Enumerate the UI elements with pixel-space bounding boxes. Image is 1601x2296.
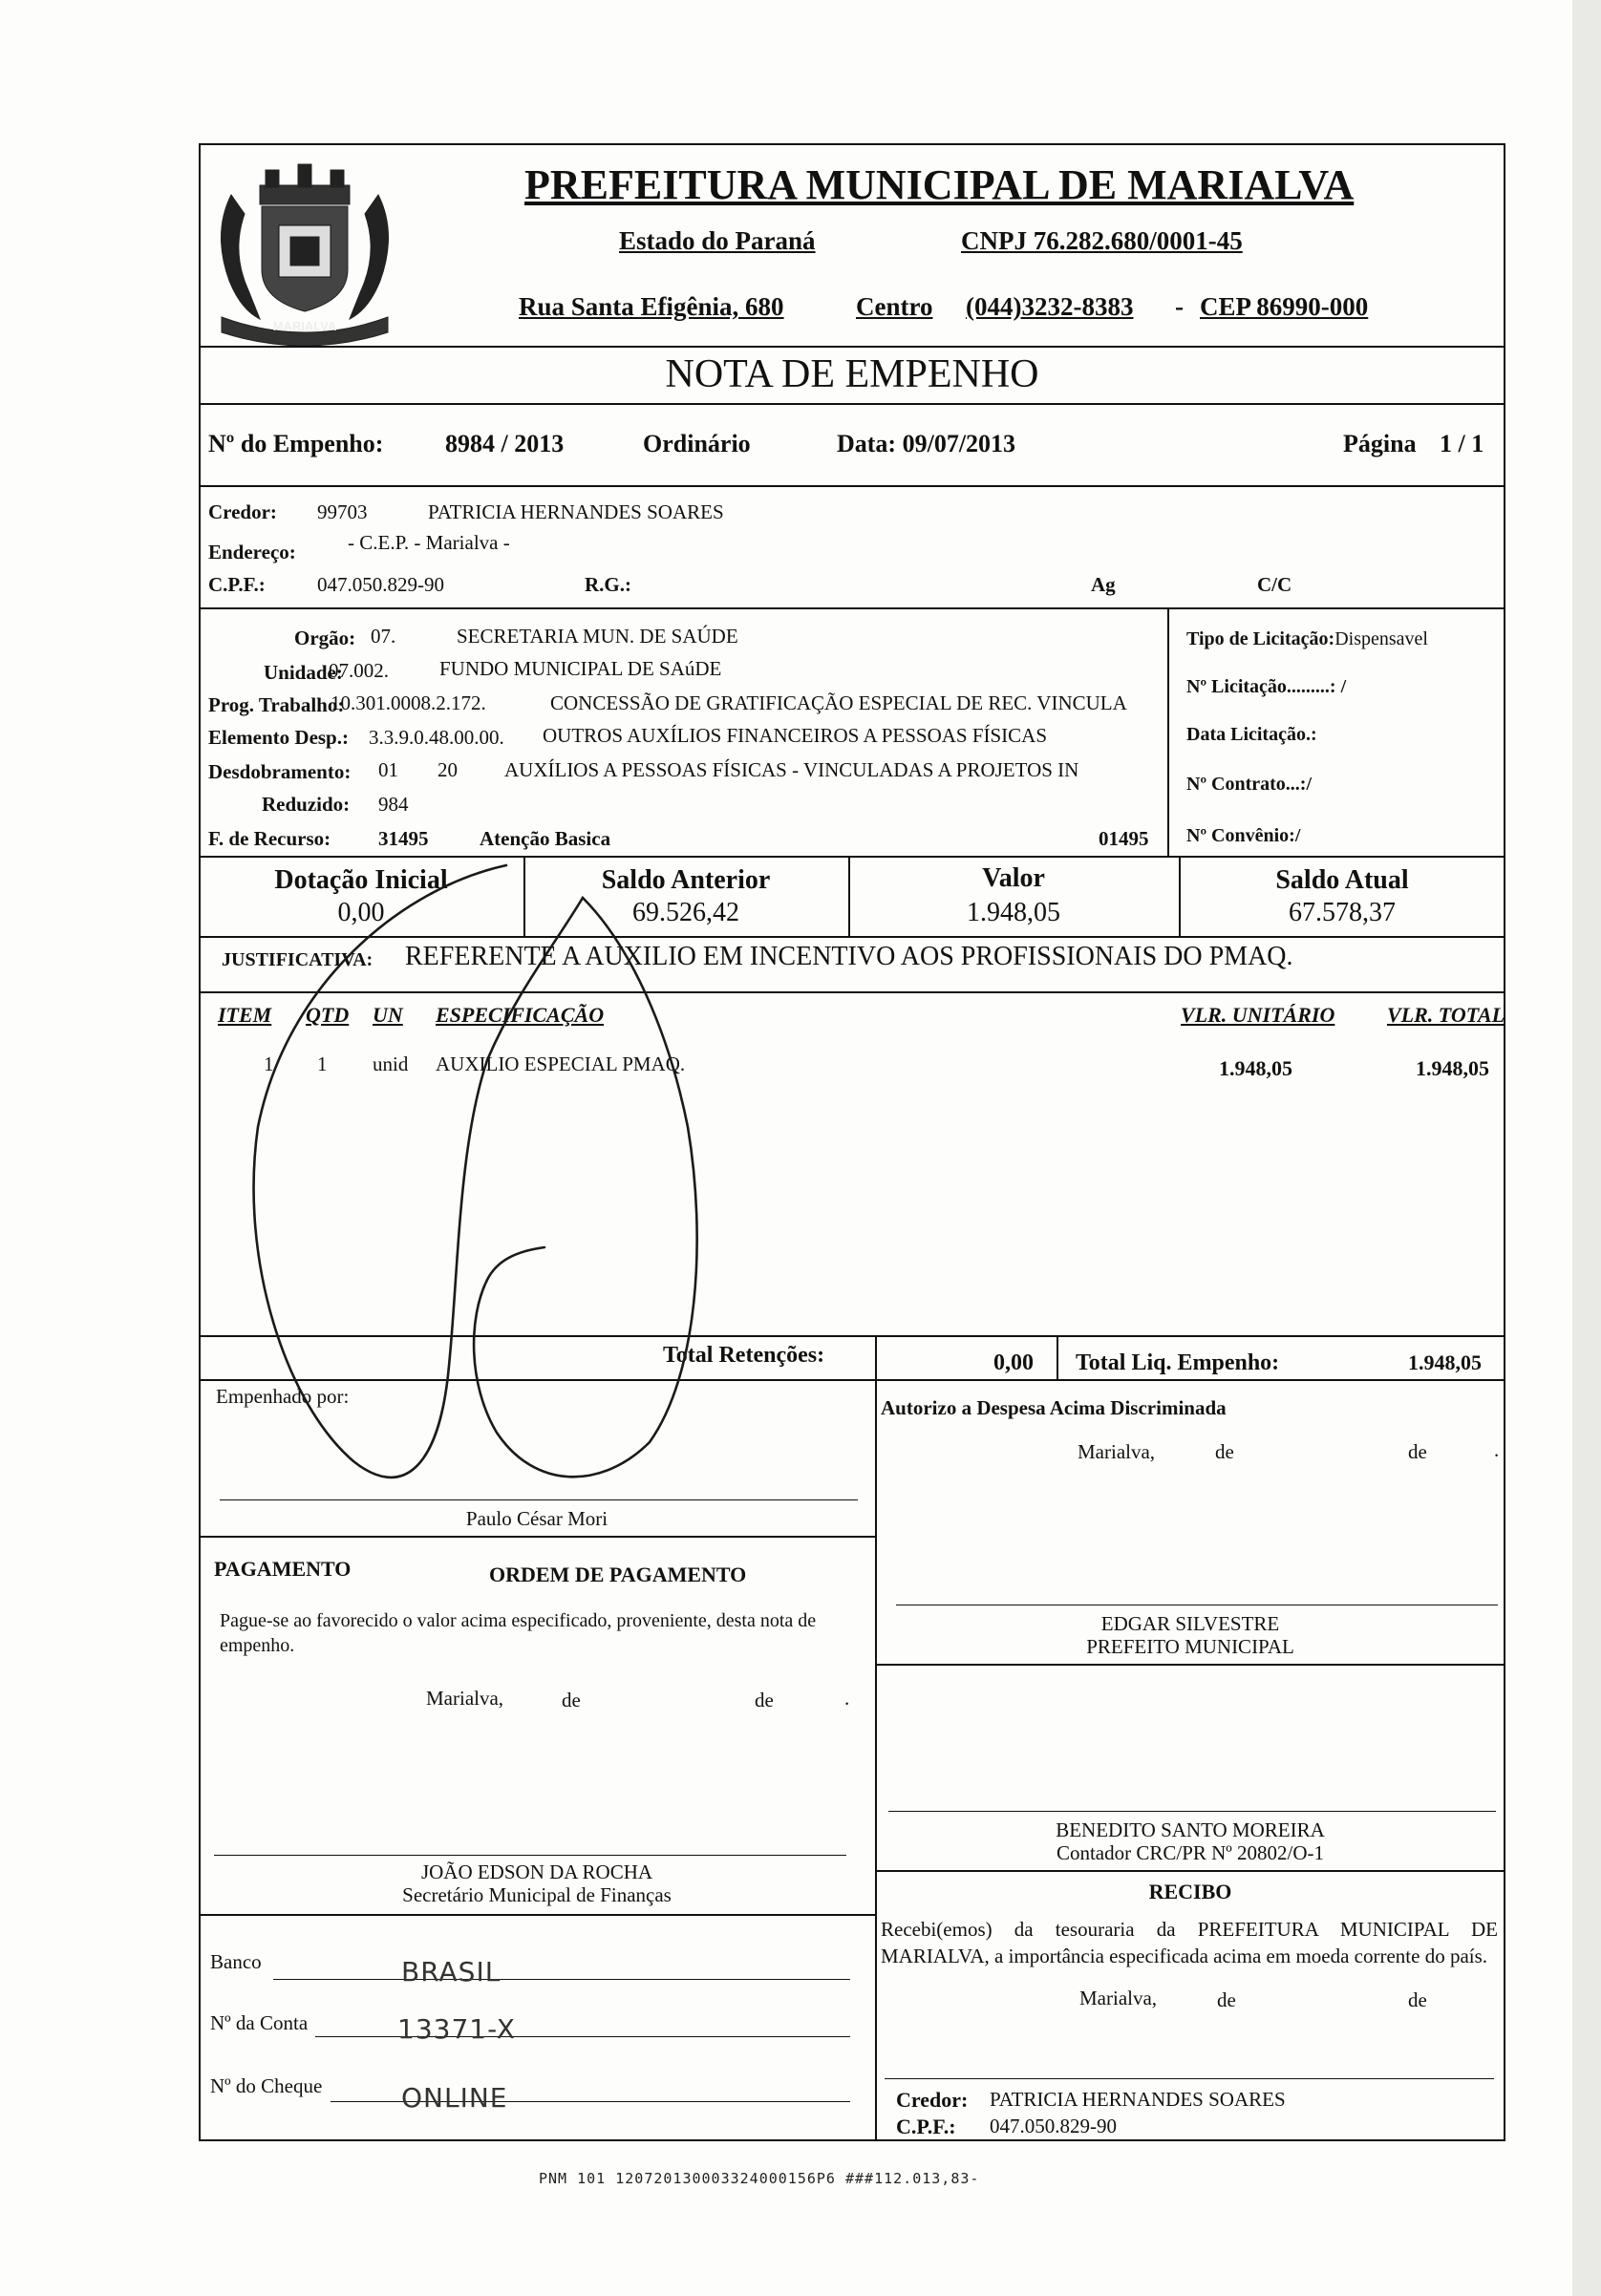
conta-label: Nº da Conta [210,2011,309,2034]
svg-text:MARIALVA: MARIALVA [272,319,337,333]
prog-code: 10.301.0008.2.172. [331,691,486,714]
retencoes-label: Total Retenções: [663,1343,825,1368]
dotacao-value: 0,00 [337,898,385,927]
licitacao-tipo-value: Dispensavel [1334,628,1428,649]
header-dash: - [1175,292,1184,321]
desdobramento-a: 01 [378,758,398,781]
neighborhood-text: Centro [856,292,933,321]
orgao-label: Orgão: [294,627,356,649]
col-item: ITEM [218,1003,272,1027]
signature-line [885,2078,1494,2079]
recibo-de1: de [1217,1988,1236,2011]
prefeito-name: EDGAR SILVESTRE [1100,1612,1280,1635]
orgao-code: 07. [371,625,396,648]
saldo-atual-value: 67.578,37 [1289,898,1396,927]
divider [875,1379,877,2141]
autorizo-de1: de [1215,1440,1234,1463]
empenhado-label: Empenhado por: [216,1385,350,1408]
pagamento-dot: . [844,1687,850,1710]
unidade-name: FUNDO MUNICIPAL DE SAúDE [439,657,722,680]
elemento-name: OUTROS AUXÍLIOS FINANCEIROS A PESSOAS FÍSICAS [543,724,1048,747]
retencoes-value: 0,00 [993,1350,1034,1375]
secretario-role: Secretário Municipal de Finanças [402,1883,672,1906]
pagamento-text: Pague-se ao favorecido o valor acima especificado, proveniente, desta nota de empenho. [220,1610,817,1656]
divider [199,1914,875,1916]
reduzido-label: Reduzido: [262,793,351,816]
recibo-cpf-value: 047.050.829-90 [990,2115,1117,2137]
divider [199,607,1505,609]
row-item: 1 [264,1052,274,1075]
credor-name: PATRICIA HERNANDES SOARES [428,500,724,523]
row-total: 1.948,05 [1416,1056,1489,1080]
rg-label: R.G.: [585,573,631,596]
unidade-label: Unidade: [264,661,343,684]
credor-cpf: 047.050.829-90 [317,573,444,596]
recurso-code: 31495 [378,827,429,850]
empenho-date: Data: 09/07/2013 [837,430,1016,457]
reduzido-value: 984 [378,793,409,816]
unidade-code: 07.002. [329,659,389,682]
empenho-number: 8984 / 2013 [445,430,565,457]
divider [875,1664,1505,1666]
signature-line [214,1855,846,1856]
saldo-atual-label: Saldo Atual [1275,865,1409,895]
licitacao-data: Data Licitação.: [1186,724,1317,745]
cheque-label: Nº do Cheque [210,2074,323,2097]
prefeito-role: PREFEITO MUNICIPAL [1086,1635,1294,1658]
address-label: Endereço: [208,541,296,563]
ordem-pagamento-label: ORDEM DE PAGAMENTO [489,1563,747,1586]
licitacao-tipo [1186,628,1428,650]
empenho-type: Ordinário [643,430,751,457]
phone-text: (044)3232-8383 [966,292,1134,321]
divider [199,1379,1505,1381]
divider [1057,1335,1058,1381]
licitacao-tipo-label: Tipo de Licitação: [1186,628,1335,649]
saldo-anterior-value: 69.526,42 [632,898,739,927]
cnpj-text: CNPJ 76.282.680/0001-45 [961,226,1243,255]
banco-line [273,1979,850,1980]
divider [199,856,1505,858]
licitacao-convenio: Nº Convênio:/ [1186,825,1301,846]
state-text: Estado do Paraná [619,226,816,255]
elemento-label: Elemento Desp.: [208,726,349,749]
col-un: UN [373,1003,403,1027]
pagamento-label: PAGAMENTO [214,1557,352,1581]
divider [199,991,1505,993]
autorizo-label: Autorizo a Despesa Acima Discriminada [881,1396,1227,1419]
secretario-name: JOÃO EDSON DA ROCHA [420,1860,653,1883]
credor-label: Credor: [208,500,277,523]
col-unit: VLR. UNITÁRIO [1181,1003,1335,1027]
empenho-number-label: Nº do Empenho: [208,430,384,457]
contador-name: BENEDITO SANTO MOREIRA [1056,1818,1325,1841]
pagamento-de1: de [562,1689,581,1711]
valor-label: Valor [982,863,1045,893]
recibo-credor-label: Credor: [896,2088,969,2112]
recibo-city: Marialva, [1079,1987,1158,2009]
contador-role: Contador CRC/PR Nº 20802/O-1 [1056,1841,1325,1864]
conta-value: 13371-X [397,2013,516,2045]
scanner-margin [1572,0,1601,2296]
licitacao-numero: Nº Licitação.........: / [1186,676,1347,697]
cep-text: CEP 86990-000 [1200,292,1369,321]
credor-address: - C.E.P. - Marialva - [348,531,510,554]
liq-value: 1.948,05 [1408,1350,1482,1374]
autorizo-de2: de [1408,1440,1427,1463]
justificativa-label: JUSTIFICATIVA: [222,949,374,970]
row-un: unid [373,1052,409,1075]
recurso-name: Atenção Basica [480,827,611,850]
liq-label: Total Liq. Empenho: [1076,1350,1280,1375]
page-title: PREFEITURA MUNICIPAL DE MARIALVA [524,161,1355,208]
pagamento-de2: de [755,1689,774,1711]
prog-label: Prog. Trabalho: [208,693,345,716]
ag-label: Ag [1091,573,1116,596]
autorizo-city: Marialva, [1078,1440,1156,1463]
autorizo-dot: . [1494,1438,1500,1461]
divider [875,1870,1505,1872]
empenhado-name: Paulo César Mori [465,1507,608,1530]
cpf-label: C.P.F.: [208,573,266,596]
conta-line [315,2036,850,2037]
divider [199,346,1505,348]
pagamento-city: Marialva, [426,1687,504,1710]
page-label: Página [1343,430,1417,457]
recibo-de2: de [1408,1988,1427,2011]
valor-value: 1.948,05 [967,898,1060,927]
recurso-label: F. de Recurso: [208,827,331,850]
col-espec: ESPECIFICAÇÃO [436,1003,605,1027]
row-qtd: 1 [317,1052,328,1075]
signature-line [888,1811,1496,1812]
divider [199,485,1505,487]
row-unit: 1.948,05 [1219,1056,1292,1080]
divider [199,1536,875,1538]
divider [875,1335,877,1381]
saldo-anterior-label: Saldo Anterior [601,865,771,895]
orgao-name: SECRETARIA MUN. DE SAÚDE [457,625,738,648]
justificativa-text: REFERENTE A AUXILIO EM INCENTIVO AOS PROFISSIONAIS DO PMAQ. [405,942,1293,971]
cc-label: C/C [1257,573,1292,596]
credor-code: 99703 [317,500,368,523]
desdobramento-b: 20 [438,758,458,781]
recibo-credor-value: PATRICIA HERNANDES SOARES [990,2088,1286,2111]
col-total: VLR. TOTAL [1387,1003,1505,1027]
prog-name: CONCESSÃO DE GRATIFICAÇÃO ESPECIAL DE REC. VINCULA [550,691,1127,714]
address-text: Rua Santa Efigênia, 680 [519,292,784,321]
signature-line [220,1499,858,1500]
cheque-value: ONLINE [401,2082,508,2114]
col-qtd: QTD [306,1003,350,1027]
recibo-cpf-label: C.P.F.: [896,2115,956,2138]
elemento-code: 3.3.9.0.48.00.00. [369,726,504,749]
page-number: 1 / 1 [1440,430,1484,457]
recurso-extra: 01495 [1099,827,1149,850]
banco-value: BRASIL [401,1956,502,1988]
divider [1167,607,1169,858]
footer-code: PNM 101 120720130003324000156P6 ###112.013,83- [539,2170,980,2187]
divider [199,1335,1505,1337]
document-title: NOTA DE EMPENHO [665,352,1039,396]
banco-label: Banco [210,1950,262,1973]
recibo-title: RECIBO [1148,1880,1232,1903]
desdobramento-name: AUXÍLIOS A PESSOAS FÍSICAS - VINCULADAS A PROJETOS IN [504,758,1079,781]
dotacao-label: Dotação Inicial [274,865,448,895]
desdobramento-label: Desdobramento: [208,760,352,783]
divider [199,936,1505,938]
divider [199,403,1505,405]
recibo-text: Recebi(emos) da tesouraria da PREFEITURA MUNICIPAL DE MARIALVA, a importância especificada acima em moeda corrente do país. [881,1918,1498,1967]
licitacao-contrato: Nº Contrato...:/ [1186,774,1313,795]
row-espec: AUXILIO ESPECIAL PMAQ. [436,1052,686,1075]
